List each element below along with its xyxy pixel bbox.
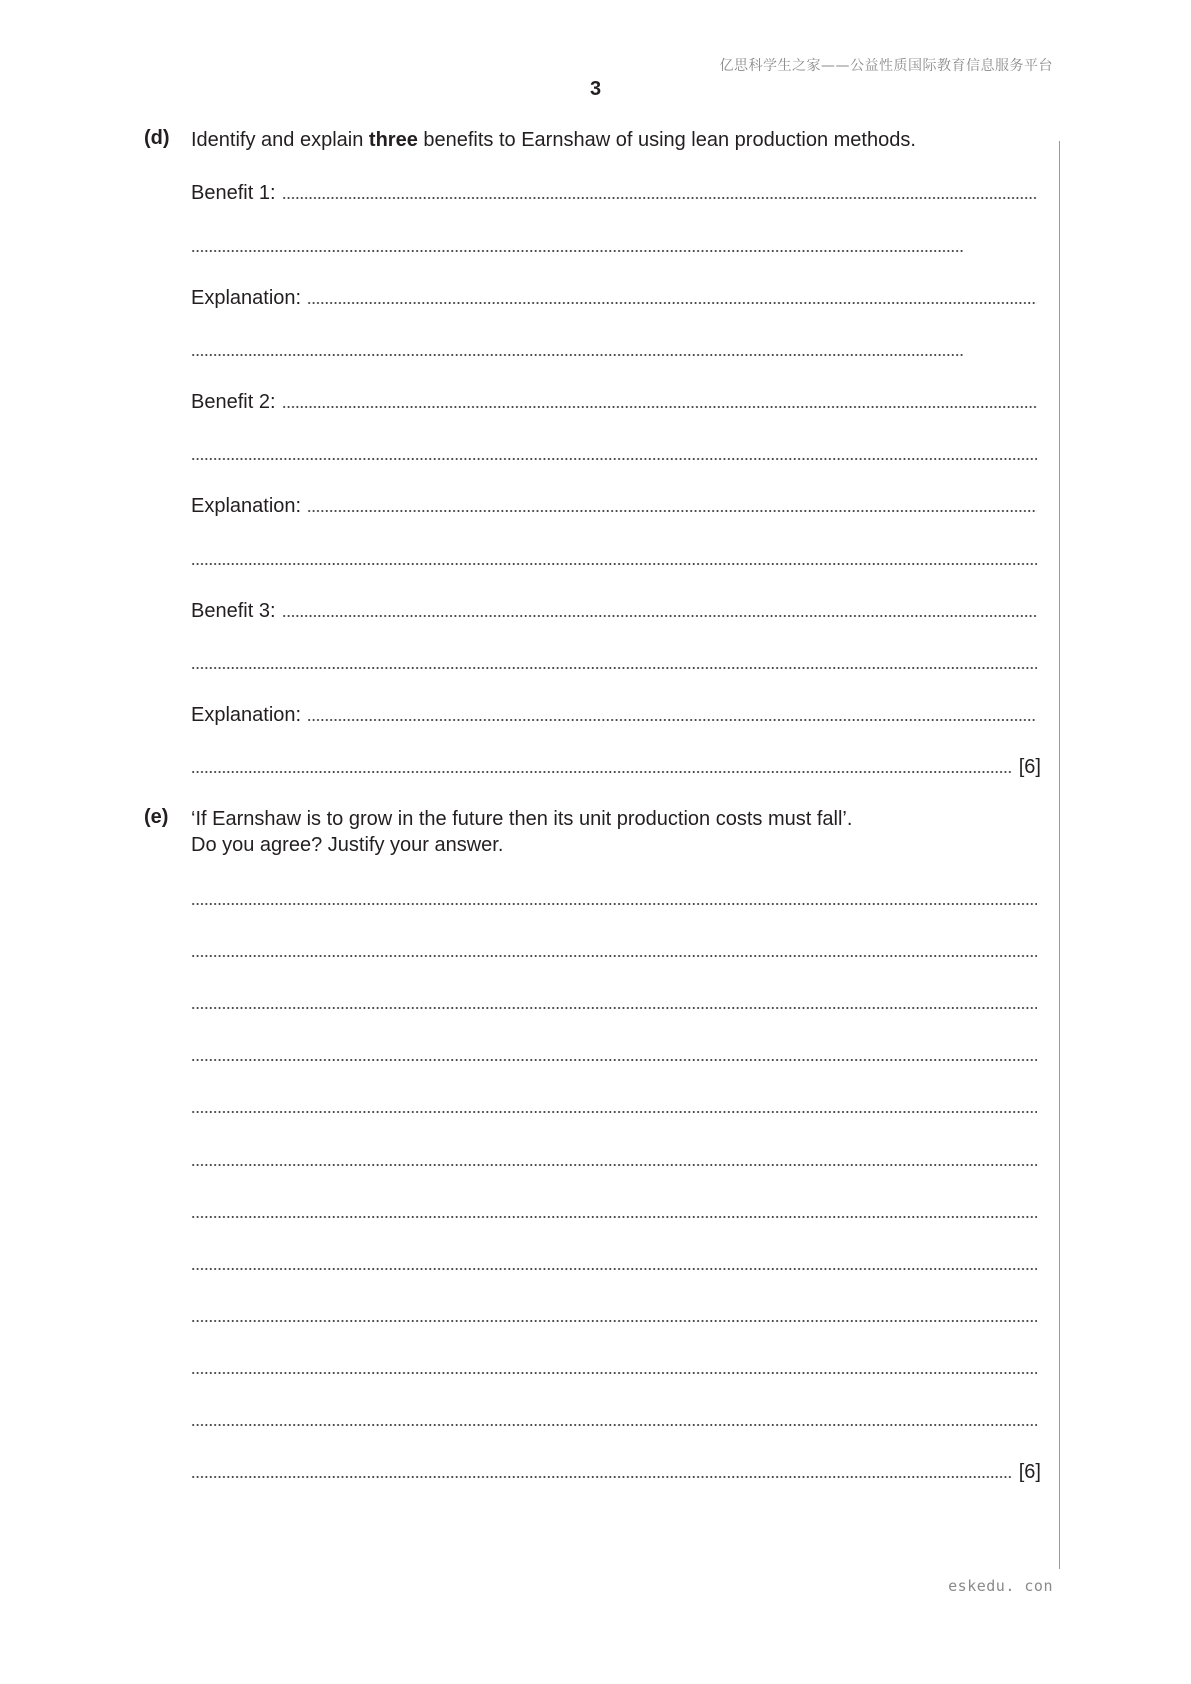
answer-line-explanation-1[interactable]: [191, 284, 1037, 310]
dotted-line: [307, 300, 1037, 306]
question-d-prompt-end: benefits to Earnshaw of using lean production methods.: [417, 129, 916, 151]
dotted-line: [191, 1214, 1037, 1220]
answer-line-benefit-3[interactable]: [191, 597, 1037, 623]
dotted-line: [307, 717, 1037, 723]
answer-line-benefit-3-cont[interactable]: [191, 649, 1037, 675]
margin-rule: [1059, 141, 1060, 1569]
answer-line-e-10[interactable]: [191, 1354, 1037, 1380]
answer-line-explanation-2-cont[interactable]: [191, 545, 1037, 571]
answer-line-e-11[interactable]: [191, 1406, 1037, 1432]
question-d-label: (d): [144, 127, 170, 149]
page-number: 3: [589, 78, 602, 100]
question-e-prompt-line-2: Do you agree? Justify your answer.: [191, 834, 504, 856]
question-d-prompt: [191, 127, 916, 153]
dotted-line: [191, 456, 1037, 462]
dotted-line: [282, 404, 1037, 410]
dotted-line: [191, 1318, 1037, 1324]
footer-watermark: eskedu. con: [948, 1577, 1053, 1595]
dotted-line: [191, 1005, 1037, 1011]
answer-line-e-3[interactable]: [191, 989, 1037, 1015]
explanation-2-label: Explanation:: [191, 495, 302, 517]
dotted-line: [191, 561, 1037, 567]
question-d-prompt-start: Identify and explain: [191, 129, 369, 151]
answer-line-explanation-3[interactable]: [191, 701, 1037, 727]
answer-line-e-8[interactable]: [191, 1250, 1037, 1276]
benefit-2-label: Benefit 2:: [191, 391, 276, 413]
dotted-line: [191, 769, 1011, 775]
question-e-label: (e): [144, 806, 169, 828]
dotted-line: [191, 352, 964, 358]
dotted-line: [191, 1422, 1037, 1428]
dotted-line: [191, 1109, 1037, 1115]
dotted-line: [191, 901, 1037, 907]
dotted-line: [191, 248, 964, 254]
dotted-line: [191, 1370, 1037, 1376]
answer-line-e-1[interactable]: [191, 885, 1037, 911]
question-d-marks: [6]: [1018, 756, 1041, 778]
benefit-3-label: Benefit 3:: [191, 600, 276, 622]
answer-line-benefit-1-cont[interactable]: [191, 232, 964, 258]
answer-line-explanation-3-cont[interactable]: [191, 753, 1041, 779]
answer-line-benefit-2-cont[interactable]: [191, 440, 1037, 466]
dotted-line: [191, 1474, 1011, 1480]
answer-line-explanation-1-cont[interactable]: [191, 336, 964, 362]
benefit-1-label: Benefit 1:: [191, 182, 276, 204]
dotted-line: [191, 665, 1037, 671]
answer-line-e-4[interactable]: [191, 1041, 1037, 1067]
answer-line-explanation-2[interactable]: [191, 492, 1037, 518]
answer-line-benefit-1[interactable]: [191, 179, 1037, 205]
header-watermark: 亿思科学生之家——公益性质国际教育信息服务平台: [719, 58, 1053, 74]
answer-line-e-12[interactable]: [191, 1458, 1041, 1484]
dotted-line: [191, 1266, 1037, 1272]
dotted-line: [282, 195, 1037, 201]
question-d-prompt-emphasis: three: [368, 129, 418, 151]
dotted-line: [307, 508, 1037, 514]
dotted-line: [191, 1162, 1037, 1168]
dotted-line: [191, 1057, 1037, 1063]
dotted-line: [282, 613, 1037, 619]
answer-line-e-2[interactable]: [191, 937, 1037, 963]
answer-line-e-6[interactable]: [191, 1146, 1037, 1172]
answer-line-e-7[interactable]: [191, 1198, 1037, 1224]
answer-line-e-5[interactable]: [191, 1093, 1037, 1119]
dotted-line: [191, 953, 1037, 959]
question-e-marks: [6]: [1018, 1461, 1041, 1483]
answer-line-benefit-2[interactable]: [191, 388, 1037, 414]
explanation-3-label: Explanation:: [191, 704, 302, 726]
question-e-prompt-line-1: ‘If Earnshaw is to grow in the future then its unit production costs must fall’.: [191, 808, 853, 830]
answer-line-e-9[interactable]: [191, 1302, 1037, 1328]
explanation-1-label: Explanation:: [191, 287, 302, 309]
